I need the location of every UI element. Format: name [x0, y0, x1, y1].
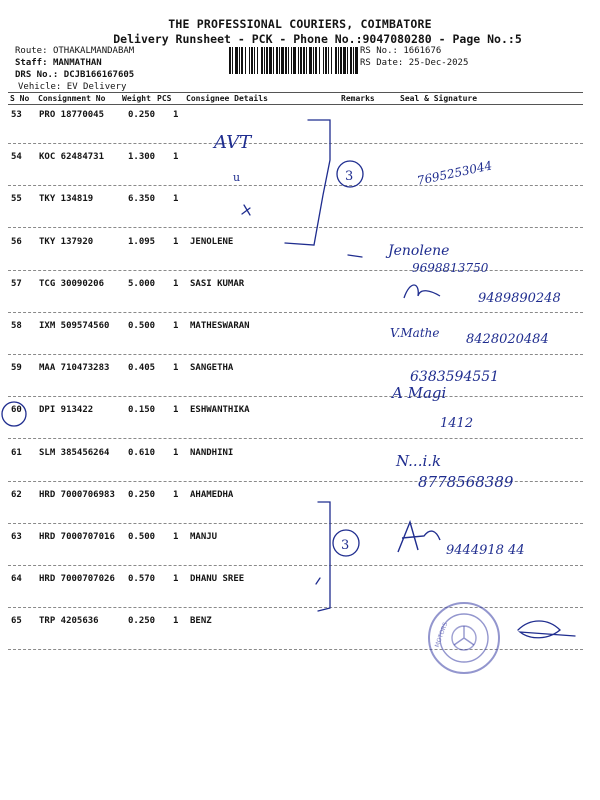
barcode-bar — [249, 47, 250, 74]
barcode-bar — [251, 47, 253, 74]
row-pcs: 1 — [173, 448, 179, 458]
barcode-bar — [331, 47, 332, 74]
barcode-bar — [235, 47, 238, 74]
row-weight: 6.350 — [128, 194, 156, 204]
row-separator — [8, 354, 583, 355]
row-consignee: DHANU SREE — [190, 574, 245, 584]
row-sno: 59 — [11, 363, 22, 373]
barcode-bar — [323, 47, 324, 74]
ink-mark — [242, 205, 250, 215]
row-separator — [8, 523, 583, 524]
row-pcs: 1 — [173, 490, 179, 500]
route-value: OTHAKALMANDABAM — [52, 46, 135, 56]
header-rule-top — [8, 92, 583, 93]
barcode-bar — [266, 47, 268, 74]
col-consignee: Consignee Details — [186, 94, 268, 103]
barcode-bar — [279, 47, 280, 74]
row-consignment-no: SLM 385456264 — [39, 448, 110, 458]
row-sno: 58 — [11, 321, 22, 331]
barcode-bar — [245, 47, 246, 74]
row-consignment-no: MAA 710473283 — [39, 363, 110, 373]
row-separator — [8, 143, 583, 144]
barcode-bar — [328, 47, 329, 74]
row-consignee: BENZ — [190, 616, 212, 626]
runsheet-subtitle — [0, 32, 600, 46]
row-sno: 55 — [11, 194, 22, 204]
ink-phone-57: 9489890248 — [478, 291, 561, 306]
row-separator — [8, 270, 583, 271]
col-sno: S No — [10, 94, 30, 103]
row-weight: 0.250 — [128, 490, 156, 500]
row-consignment-no: TKY 137920 — [39, 237, 94, 247]
vehicle-line — [18, 82, 126, 92]
barcode-bar — [347, 47, 348, 74]
ink-tick — [316, 578, 320, 584]
barcode-bar — [232, 47, 233, 74]
row-weight: 0.500 — [128, 321, 156, 331]
row-pcs: 1 — [173, 405, 179, 415]
barcode-bar — [350, 47, 352, 74]
ink-3b-label: 3 — [341, 538, 350, 553]
ink-sig-61: N...i.k — [396, 452, 442, 470]
row-consignment-no: HRD 7000707016 — [39, 532, 115, 542]
row-separator — [8, 396, 583, 397]
row-consignment-no: TRP 4205636 — [39, 616, 99, 626]
barcode-bar — [309, 47, 312, 74]
row-weight: 0.250 — [128, 110, 156, 120]
row-pcs: 1 — [173, 321, 179, 331]
barcode-bar — [254, 47, 255, 74]
row-pcs: 1 — [173, 279, 179, 289]
ink-ditto: u — [233, 171, 241, 184]
barcode-bar — [276, 47, 278, 74]
row-weight: 0.405 — [128, 363, 156, 373]
barcode-bar — [239, 47, 240, 74]
barcode-bar — [293, 47, 296, 74]
barcode-bar — [281, 47, 284, 74]
barcode-bar — [313, 47, 314, 74]
barcode-bar — [306, 47, 307, 74]
ink-circle-3b — [333, 530, 359, 556]
ink-sig-56: Jenolene — [388, 243, 450, 259]
row-sno: 65 — [11, 616, 22, 626]
row-weight: 0.570 — [128, 574, 156, 584]
barcode-bar — [300, 47, 302, 74]
row-weight: 1.095 — [128, 237, 156, 247]
ink-sig-57 — [404, 285, 440, 298]
barcode-bar — [325, 47, 327, 74]
rs-date-line — [360, 58, 468, 68]
barcode-bar — [355, 47, 358, 74]
row-sno: 61 — [11, 448, 22, 458]
ink-sig-63 — [398, 522, 440, 552]
barcode-bar — [257, 47, 258, 74]
barcode — [229, 47, 357, 74]
col-remarks: Remarks — [341, 94, 375, 103]
staff-line — [15, 58, 102, 68]
ink-avt: AVT — [214, 132, 252, 153]
row-consignee: MANJU — [190, 532, 218, 542]
row-separator — [8, 312, 583, 313]
row-pcs: 1 — [173, 363, 179, 373]
row-separator — [8, 185, 583, 186]
row-sno: 57 — [11, 279, 22, 289]
barcode-bar — [338, 47, 339, 74]
row-consignee: ESHWANTHIKA — [190, 405, 250, 415]
ink-signature-65 — [518, 621, 575, 638]
row-weight: 0.150 — [128, 405, 156, 415]
drs-line — [15, 70, 134, 80]
row-pcs: 1 — [173, 194, 179, 204]
header-rule-bottom — [8, 104, 583, 105]
row-pcs: 1 — [173, 237, 179, 247]
row-consignment-no: DPI 913422 — [39, 405, 94, 415]
row-consignee: MATHESWARAN — [190, 321, 250, 331]
row-separator — [8, 565, 583, 566]
ink-phone-59: 6383594551 — [410, 369, 500, 385]
route-line — [15, 46, 134, 56]
barcode-bar — [273, 47, 274, 74]
vehicle-value: EV Delivery — [66, 82, 127, 92]
row-consignee: SANGETHA — [190, 363, 234, 373]
runsheet-subtitle-text: Delivery Runsheet - PCK - Phone No.:9047080280 - Page No.:5 — [113, 32, 522, 46]
col-pcs: PCS — [157, 94, 172, 103]
row-consignment-no: HRD 7000707026 — [39, 574, 115, 584]
row-sno: 56 — [11, 237, 22, 247]
barcode-bar — [261, 47, 263, 74]
row-consignment-no: TCG 30090206 — [39, 279, 105, 289]
staff-value: MANMATHAN — [52, 58, 102, 68]
barcode-bar — [291, 47, 292, 74]
barcode-bar — [340, 47, 342, 74]
row-separator — [8, 438, 583, 439]
row-pcs: 1 — [173, 532, 179, 542]
barcode-bar — [315, 47, 317, 74]
row-consignment-no: TKY 134819 — [39, 194, 94, 204]
row-consignment-no: PRO 18770045 — [39, 110, 105, 120]
staff-label: Staff: — [15, 58, 48, 68]
barcode-bar — [343, 47, 346, 74]
rs-no-value: 1661676 — [403, 46, 442, 56]
ink-phone-61: 8778568389 — [418, 473, 514, 491]
rs-no-line — [360, 46, 441, 56]
row-consignment-no: IXM 509574560 — [39, 321, 110, 331]
ink-rel-60: 1412 — [440, 416, 474, 431]
route-label: Route: — [15, 46, 48, 56]
row-sno: 62 — [11, 490, 22, 500]
row-sno: 53 — [11, 110, 22, 120]
row-pcs: 1 — [173, 616, 179, 626]
row-sno: 60 — [11, 405, 22, 415]
row-consignee: JENOLENE — [190, 237, 234, 247]
row-consignment-no: HRD 7000706983 — [39, 490, 115, 500]
barcode-bar — [285, 47, 287, 74]
barcode-bar — [319, 47, 320, 74]
drs-value: DCJB166167605 — [63, 70, 135, 80]
row-consignee: AHAMEDHA — [190, 490, 234, 500]
row-weight: 0.500 — [128, 532, 156, 542]
drs-label: DRS No.: — [15, 70, 59, 80]
ink-sig-58: V.Mathe — [390, 326, 440, 340]
row-pcs: 1 — [173, 152, 179, 162]
row-weight: 1.300 — [128, 152, 156, 162]
row-sno: 64 — [11, 574, 22, 584]
ink-phone-56: 9698813750 — [412, 261, 489, 275]
row-sno: 54 — [11, 152, 22, 162]
ink-phone-54: 7695253044 — [415, 158, 494, 188]
rs-date-label: RS Date: — [360, 58, 404, 68]
barcode-bar — [353, 47, 354, 74]
stamp-text: MOTORS — [433, 621, 450, 649]
ink-circle-3a — [337, 161, 363, 187]
col-consignment: Consignment No — [38, 94, 106, 103]
barcode-bar — [264, 47, 265, 74]
row-separator — [8, 481, 583, 482]
row-pcs: 1 — [173, 110, 179, 120]
rs-no-label: RS No.: — [360, 46, 398, 56]
company-seal-stamp — [427, 601, 501, 675]
barcode-bar — [298, 47, 299, 74]
barcode-bar — [269, 47, 272, 74]
ink-sig-60: A Magi — [392, 384, 447, 402]
barcode-bar — [288, 47, 289, 74]
ink-phone-63: 9444918 44 — [446, 543, 525, 558]
barcode-bar — [335, 47, 337, 74]
row-weight: 5.000 — [128, 279, 156, 289]
rs-date-value: 25-Dec-2025 — [408, 58, 469, 68]
row-consignee: NANDHINI — [190, 448, 234, 458]
row-weight: 0.250 — [128, 616, 156, 626]
col-weight: Weight — [122, 94, 151, 103]
ink-bracket-bottom — [318, 502, 330, 611]
barcode-bar — [303, 47, 305, 74]
ink-phone-58: 8428020484 — [466, 332, 549, 347]
col-seal: Seal & Signature — [400, 94, 478, 103]
ink-3a-label: 3 — [345, 169, 354, 184]
company-title: THE PROFESSIONAL COURIERS, COIMBATORE — [168, 17, 432, 31]
row-consignment-no: KOC 62484731 — [39, 152, 105, 162]
barcode-bar — [229, 47, 231, 74]
row-weight: 0.610 — [128, 448, 156, 458]
row-separator — [8, 227, 583, 228]
row-sno: 63 — [11, 532, 22, 542]
row-pcs: 1 — [173, 574, 179, 584]
ink-dash — [348, 255, 362, 257]
barcode-bar — [241, 47, 243, 74]
vehicle-label: Vehicle: — [18, 82, 62, 92]
row-consignee: SASI KUMAR — [190, 279, 245, 289]
